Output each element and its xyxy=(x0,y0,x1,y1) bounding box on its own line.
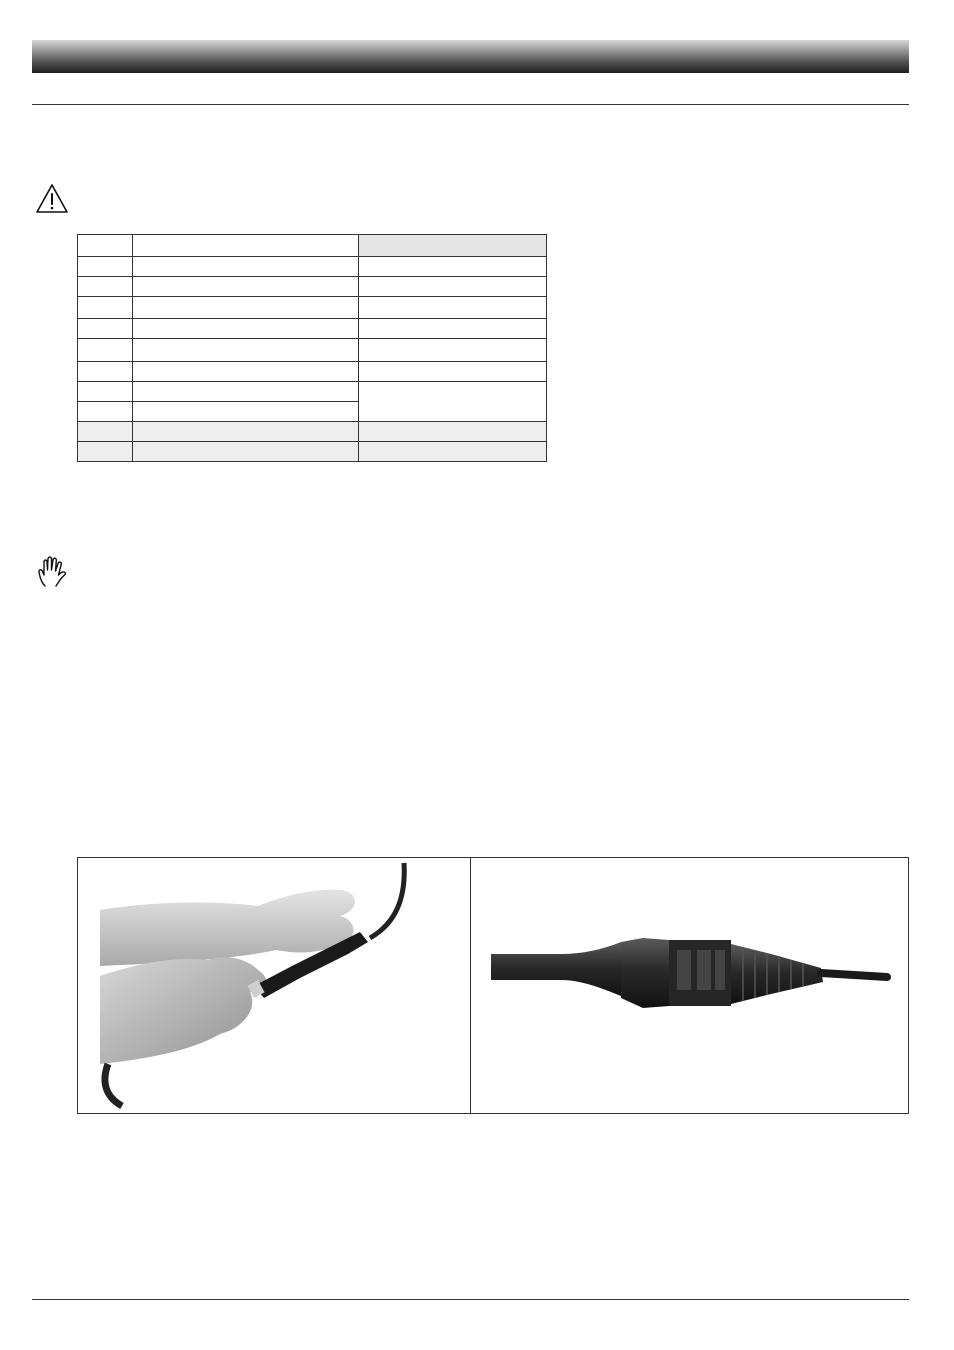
table-row xyxy=(78,277,547,297)
header-rule xyxy=(32,104,909,105)
table-cell xyxy=(133,382,359,402)
table-cell xyxy=(133,362,359,382)
table-cell xyxy=(133,402,359,422)
table-cell xyxy=(78,402,133,422)
table-header-row xyxy=(78,235,547,257)
table-cell xyxy=(78,422,133,442)
table-cell xyxy=(78,362,133,382)
sealed-cable-connector-closeup-photo xyxy=(471,858,908,1113)
table-cell xyxy=(359,362,547,382)
photo-panel xyxy=(77,857,909,1114)
table-row xyxy=(78,422,547,442)
table-cell xyxy=(78,235,133,257)
table-cell xyxy=(359,235,547,257)
table-cell xyxy=(359,339,547,362)
table-row xyxy=(78,297,547,319)
table-cell xyxy=(359,422,547,442)
hands-connecting-cable-plug-photo xyxy=(78,858,470,1113)
table-cell xyxy=(78,339,133,362)
table-cell xyxy=(78,382,133,402)
table-cell xyxy=(359,257,547,277)
table-cell xyxy=(359,442,547,462)
table-cell xyxy=(133,235,359,257)
table-cell xyxy=(133,319,359,339)
table-cell xyxy=(359,277,547,297)
table-row xyxy=(78,362,547,382)
table-cell xyxy=(133,422,359,442)
table-row xyxy=(78,382,547,402)
table-cell xyxy=(78,442,133,462)
table-cell xyxy=(78,319,133,339)
table-row xyxy=(78,319,547,339)
table-cell xyxy=(133,297,359,319)
table-cell xyxy=(359,319,547,339)
table-merged-cell xyxy=(359,382,547,422)
table-cell xyxy=(359,297,547,319)
footer-rule xyxy=(32,1299,909,1300)
table-cell xyxy=(133,257,359,277)
table-row xyxy=(78,339,547,362)
warning-triangle-icon xyxy=(35,183,69,215)
table-cell xyxy=(78,297,133,319)
table-cell xyxy=(133,277,359,297)
raised-hand-icon xyxy=(36,555,70,589)
table-cell xyxy=(133,442,359,462)
table-cell xyxy=(78,257,133,277)
specification-table xyxy=(77,234,547,462)
table-cell xyxy=(78,277,133,297)
table-row xyxy=(78,257,547,277)
table-row xyxy=(78,442,547,462)
table-cell xyxy=(133,339,359,362)
header-bar xyxy=(32,40,909,73)
